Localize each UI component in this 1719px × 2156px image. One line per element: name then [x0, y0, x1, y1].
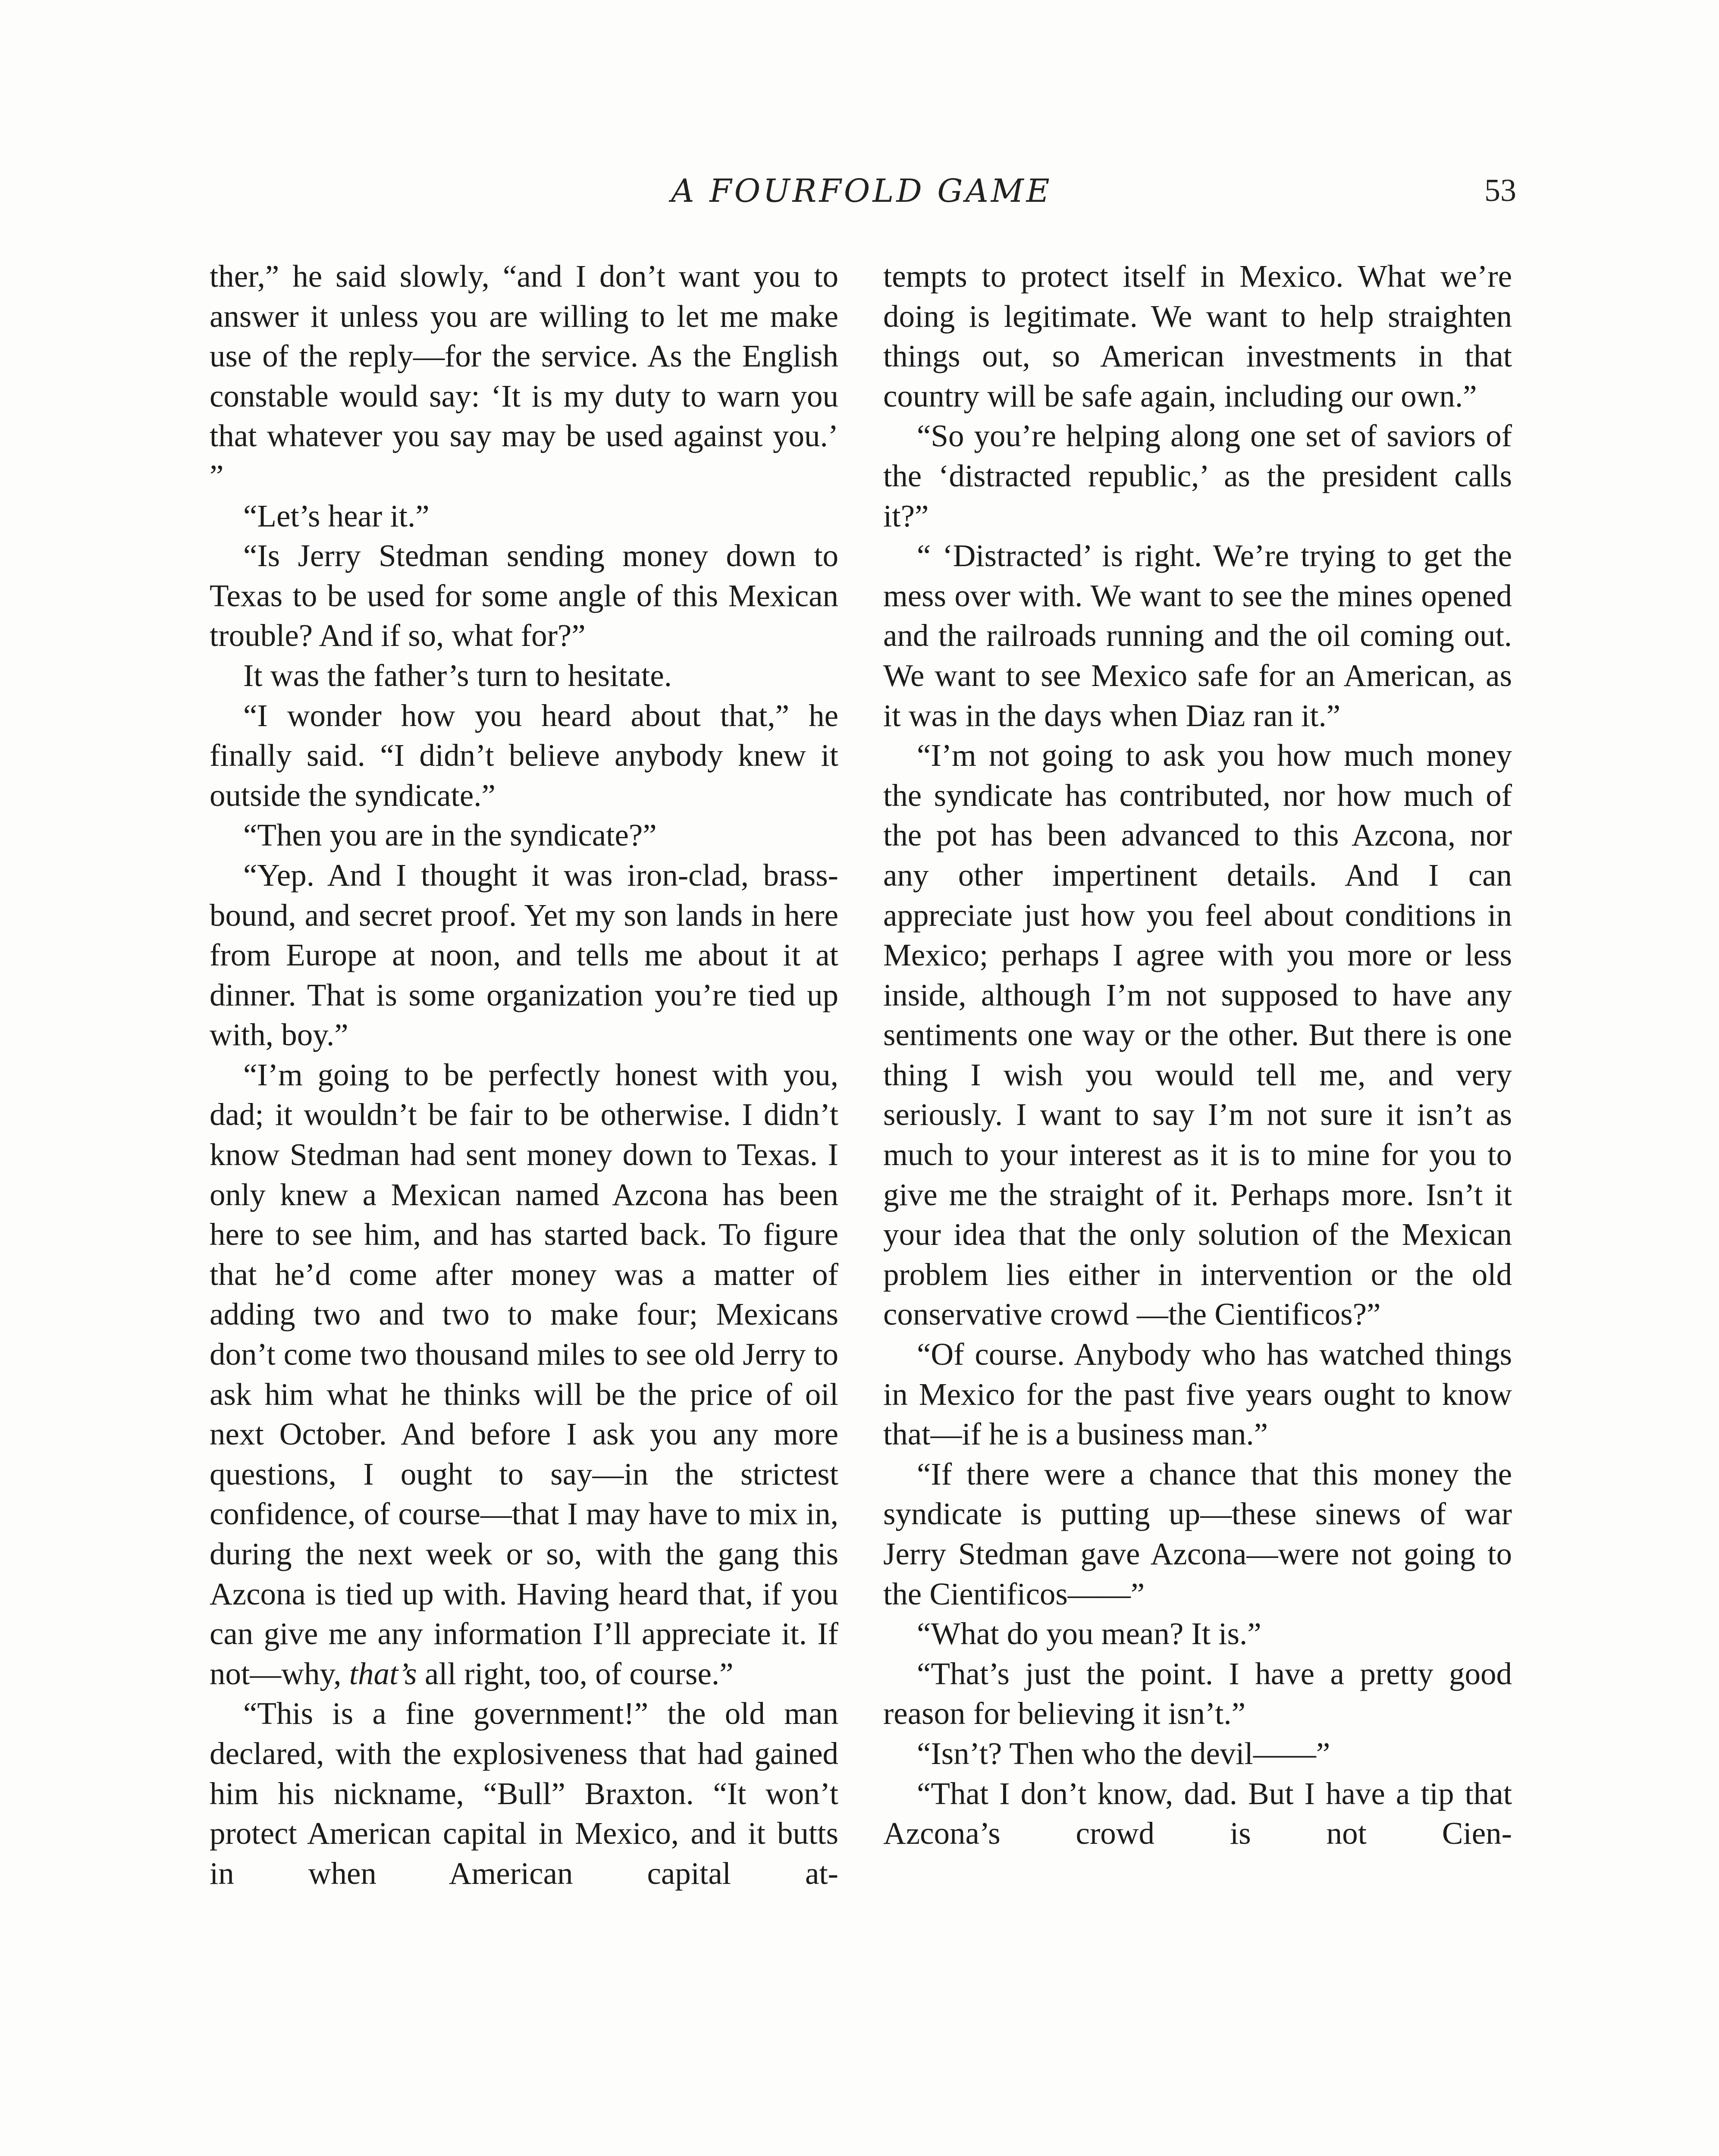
paragraph: ther,” he said slowly, “and I don’t want you to answer it unless you are willing to let me make use of the reply—for the service. As the English constable would say: ‘It is my duty to warn you that whatever you say may be used against you.’ ” [210, 259, 838, 493]
left-column [210, 257, 838, 1893]
paragraph: “That I don’t know, dad. But I have a tip that Azcona’s crowd is not Cien- [883, 1776, 1512, 1851]
running-title: A FOURFOLD GAME [671, 172, 1052, 210]
paragraph: “Of course. Anybody who has watched things in Mexico for the past five years ought to know that—if he is a business man.” [883, 1337, 1512, 1452]
paragraph: “That’s just the point. I have a pretty good reason for believing it isn’t.” [883, 1656, 1512, 1731]
emphasis-text: that’s [349, 1656, 417, 1691]
paragraph: “ ‘Distracted’ is right. We’re trying to get the mess over with. We want to see the mines opened and the railroads running and the oil coming out. We want to see Mexico safe for an American, as it was in the days when Diaz ran it.” [883, 538, 1512, 733]
paragraph: “I’m not going to ask you how much money the syndicate has contributed, nor how much of the pot has been advanced to this Azcona, nor any other impertinent details. And I can appreciate just how you feel about conditions in Mexico; perhaps I agree with you more or less inside, although I’m not supposed to have any sentiments one way or the other. But there is one thing I wish you would tell me, and very seriously. I want to say I’m not sure it isn’t as much to your interest as it is to mine for you to give me the straight of it. Perhaps more. Isn’t it your idea that the only solution of the Mexican problem lies either in intervention or the old conservative crowd —the Cientificos?” [883, 738, 1512, 1332]
paragraph: “So you’re helping along one set of saviors of the ‘distracted republic,’ as the president calls it?” [883, 418, 1512, 533]
page-number: 53 [1484, 173, 1516, 208]
paragraph: “Yep. And I thought it was iron-clad, brass-bound, and secret proof. Yet my son lands in here from Europe at noon, and tells me about it at dinner. That is some organization you’re tied up with, boy.” [210, 857, 838, 1053]
paragraph-text: all right, too, of course.” [424, 1656, 734, 1691]
right-column [883, 257, 1512, 1854]
paragraph: “Let’s hear it.” [243, 498, 430, 533]
paragraph: tempts to protect itself in Mexico. What we’re doing is legitimate. We want to help straighten things out, so American investments in that country will be safe again, including our own.” [883, 259, 1512, 414]
paragraph: “Then you are in the syndicate?” [243, 818, 657, 853]
paragraph-text: “I’m going to be perfectly honest with you, dad; it wouldn’t be fair to be otherwise. I didn’t know Stedman had sent money down to Texas. I only knew a Mexican named Azcona has been here to see him, and has started back. To figure that he’d come after money was a matter of adding two and two to make four; Mexicans don’t come two thousand miles to see old Jerry to ask him what he thinks will be the price of oil next October. And before I ask you any more questions, I ought to say—in the strictest confidence, of course—that I may have to mix in, during the next week or so, with the gang this Azcona is tied up with. Having heard that, if you can give me any information I’ll appreciate it. If not—why, [210, 1057, 838, 1691]
paragraph: “Is Jerry Stedman sending money down to Texas to be used for some angle of this Mexican trouble? And if so, what for?” [210, 538, 838, 653]
paragraph: “This is a fine government!” the old man declared, with the explosiveness that had gained him his nickname, “Bull” Braxton. “It won’t protect American capital in Mexico, and it butts in when American capital at- [210, 1696, 838, 1891]
paragraph: “I wonder how you heard about that,” he finally said. “I didn’t believe anybody knew it outside the syndicate.” [210, 698, 838, 813]
paragraph: It was the father’s turn to hesitate. [243, 658, 672, 693]
paragraph [210, 1055, 838, 1694]
paragraph: “What do you mean? It is.” [917, 1616, 1261, 1651]
page-header [207, 172, 1516, 229]
paragraph: “Isn’t? Then who the devil——” [917, 1736, 1330, 1771]
paragraph: “If there were a chance that this money the syndicate is putting up—these sinews of war Jerry Stedman gave Azcona—were not going to the Cientificos——” [883, 1456, 1512, 1611]
text-columns [210, 257, 1512, 2156]
